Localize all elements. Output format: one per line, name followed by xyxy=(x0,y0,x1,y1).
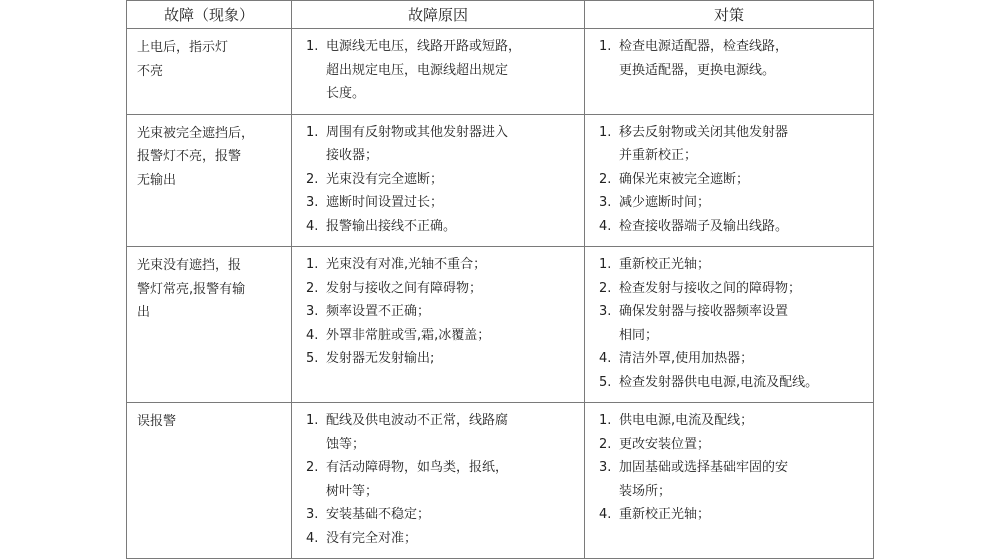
table-row xyxy=(127,29,874,115)
remedy-cell xyxy=(585,403,874,559)
item-number: 4. xyxy=(306,218,319,234)
remedy-item xyxy=(599,371,869,395)
remedy-item xyxy=(599,300,869,347)
cause-item xyxy=(306,35,580,106)
item-number: 2. xyxy=(599,436,612,452)
remedy-list xyxy=(585,29,873,90)
cause-item xyxy=(306,347,580,371)
cause-item xyxy=(306,456,580,503)
symptom-text: 误报警 xyxy=(137,414,177,429)
remedy-item xyxy=(599,215,869,239)
cause-list xyxy=(292,247,584,379)
item-text: 供电电源,电流及配线； xyxy=(619,413,754,428)
item-text: 重新校正光轴； xyxy=(619,257,711,272)
remedy-item xyxy=(599,503,869,527)
table-row xyxy=(127,403,874,559)
item-number: 1. xyxy=(306,124,319,140)
item-text: 安装基础不稳定； xyxy=(326,507,431,522)
item-number: 3. xyxy=(599,304,612,319)
item-number: 3. xyxy=(306,507,319,522)
item-number: 1. xyxy=(599,257,612,272)
item-text: 有活动障碍物，如鸟类，报纸， 树叶等； xyxy=(326,460,509,499)
item-number: 2. xyxy=(306,171,319,187)
table-row xyxy=(127,114,874,247)
remedy-item xyxy=(599,433,869,457)
item-number: 5. xyxy=(306,351,319,366)
remedy-item xyxy=(599,456,869,503)
item-number: 3. xyxy=(306,304,319,319)
item-text: 重新校正光轴； xyxy=(619,507,711,522)
cause-list xyxy=(292,115,584,247)
item-number: 2. xyxy=(306,460,319,475)
header-remedy: 对策 xyxy=(585,1,874,29)
item-text: 移去反射物或关闭其他发射器 并重新校正； xyxy=(619,124,789,163)
header-symptom: 故障（现象） xyxy=(127,1,292,29)
cause-item xyxy=(306,191,580,215)
item-number: 1. xyxy=(306,257,319,272)
item-text: 电源线无电压，线路开路或短路， 超出规定电压，电源线超出规定 长度。 xyxy=(326,39,522,101)
cause-item xyxy=(306,409,580,456)
item-text: 清洁外罩,使用加热器； xyxy=(619,351,754,366)
header-cause: 故障原因 xyxy=(292,1,585,29)
item-text: 确保光束被完全遮断； xyxy=(619,171,750,187)
item-number: 1. xyxy=(306,413,319,428)
item-text: 确保发射器与接收器频率设置 相同； xyxy=(619,304,789,343)
cause-item xyxy=(306,527,580,551)
item-text: 没有完全对准； xyxy=(326,530,418,546)
item-number: 1. xyxy=(599,413,612,428)
cause-item xyxy=(306,277,580,301)
item-text: 频率设置不正确； xyxy=(326,304,431,319)
remedy-item xyxy=(599,347,869,371)
remedy-cell xyxy=(585,114,874,247)
symptom-cell xyxy=(127,29,292,115)
cause-list xyxy=(292,29,584,114)
item-text: 检查发射器供电电源,电流及配线。 xyxy=(619,374,819,390)
item-number: 3. xyxy=(306,195,319,210)
symptom-text: 光束被完全遮挡后， 报警灯不亮，报警 无输出 xyxy=(137,125,255,188)
remedy-cell xyxy=(585,247,874,403)
remedy-item xyxy=(599,409,869,433)
item-number: 5. xyxy=(599,374,612,390)
item-number: 1. xyxy=(599,39,612,54)
remedy-list xyxy=(585,115,873,247)
item-text: 光束没有完全遮断； xyxy=(326,171,444,187)
remedy-cell xyxy=(585,29,874,115)
item-number: 4. xyxy=(599,507,612,522)
item-text: 周围有反射物或其他发射器进入 接收器； xyxy=(326,124,509,163)
item-text: 检查发射与接收之间的障碍物； xyxy=(619,280,802,296)
item-number: 2. xyxy=(306,280,319,296)
item-text: 加固基础或选择基础牢固的安 装场所； xyxy=(619,460,789,499)
item-text: 发射器无发射输出; xyxy=(326,351,435,366)
table-row xyxy=(127,247,874,403)
cause-cell xyxy=(292,29,585,115)
item-number: 1. xyxy=(599,124,612,140)
cause-item xyxy=(306,300,580,324)
symptom-cell xyxy=(127,403,292,559)
item-number: 1. xyxy=(306,39,319,54)
item-text: 更改安装位置； xyxy=(619,436,711,452)
cause-item xyxy=(306,253,580,277)
cause-item xyxy=(306,168,580,192)
troubleshooting-table xyxy=(126,0,874,559)
cause-item xyxy=(306,215,580,239)
item-number: 3. xyxy=(599,195,612,210)
item-text: 减少遮断时间； xyxy=(619,195,711,210)
cause-cell xyxy=(292,114,585,247)
cause-item xyxy=(306,121,580,168)
item-number: 3. xyxy=(599,460,612,475)
symptom-cell xyxy=(127,114,292,247)
cause-list xyxy=(292,403,584,558)
remedy-item xyxy=(599,277,869,301)
item-number: 4. xyxy=(599,351,612,366)
item-text: 配线及供电波动不正常，线路腐 蚀等； xyxy=(326,413,509,452)
item-number: 4. xyxy=(306,327,319,343)
symptom-text: 上电后，指示灯 不亮 xyxy=(137,40,229,79)
item-text: 发射与接收之间有障碍物； xyxy=(326,280,483,296)
item-text: 检查电源适配器，检查线路， 更换适配器，更换电源线。 xyxy=(619,39,789,78)
item-text: 遮断时间设置过长； xyxy=(326,195,444,210)
item-text: 外罩非常脏或雪,霜,冰覆盖； xyxy=(326,327,491,343)
cause-cell xyxy=(292,403,585,559)
item-text: 报警输出接线不正确。 xyxy=(326,218,457,234)
item-number: 4. xyxy=(599,218,612,234)
item-number: 2. xyxy=(599,280,612,296)
remedy-item xyxy=(599,35,869,82)
symptom-cell xyxy=(127,247,292,403)
remedy-item xyxy=(599,191,869,215)
item-text: 光束没有对准,光轴不重合； xyxy=(326,257,487,272)
cause-cell xyxy=(292,247,585,403)
item-number: 2. xyxy=(599,171,612,187)
remedy-list xyxy=(585,403,873,535)
symptom-text: 光束没有遮挡，报 警灯常亮,报警有输 出 xyxy=(137,258,246,320)
remedy-list xyxy=(585,247,873,402)
remedy-item xyxy=(599,253,869,277)
item-text: 检查接收器端子及输出线路。 xyxy=(619,218,789,234)
header-row xyxy=(127,1,874,29)
item-number: 4. xyxy=(306,530,319,546)
cause-item xyxy=(306,324,580,348)
cause-item xyxy=(306,503,580,527)
remedy-item xyxy=(599,121,869,168)
remedy-item xyxy=(599,168,869,192)
